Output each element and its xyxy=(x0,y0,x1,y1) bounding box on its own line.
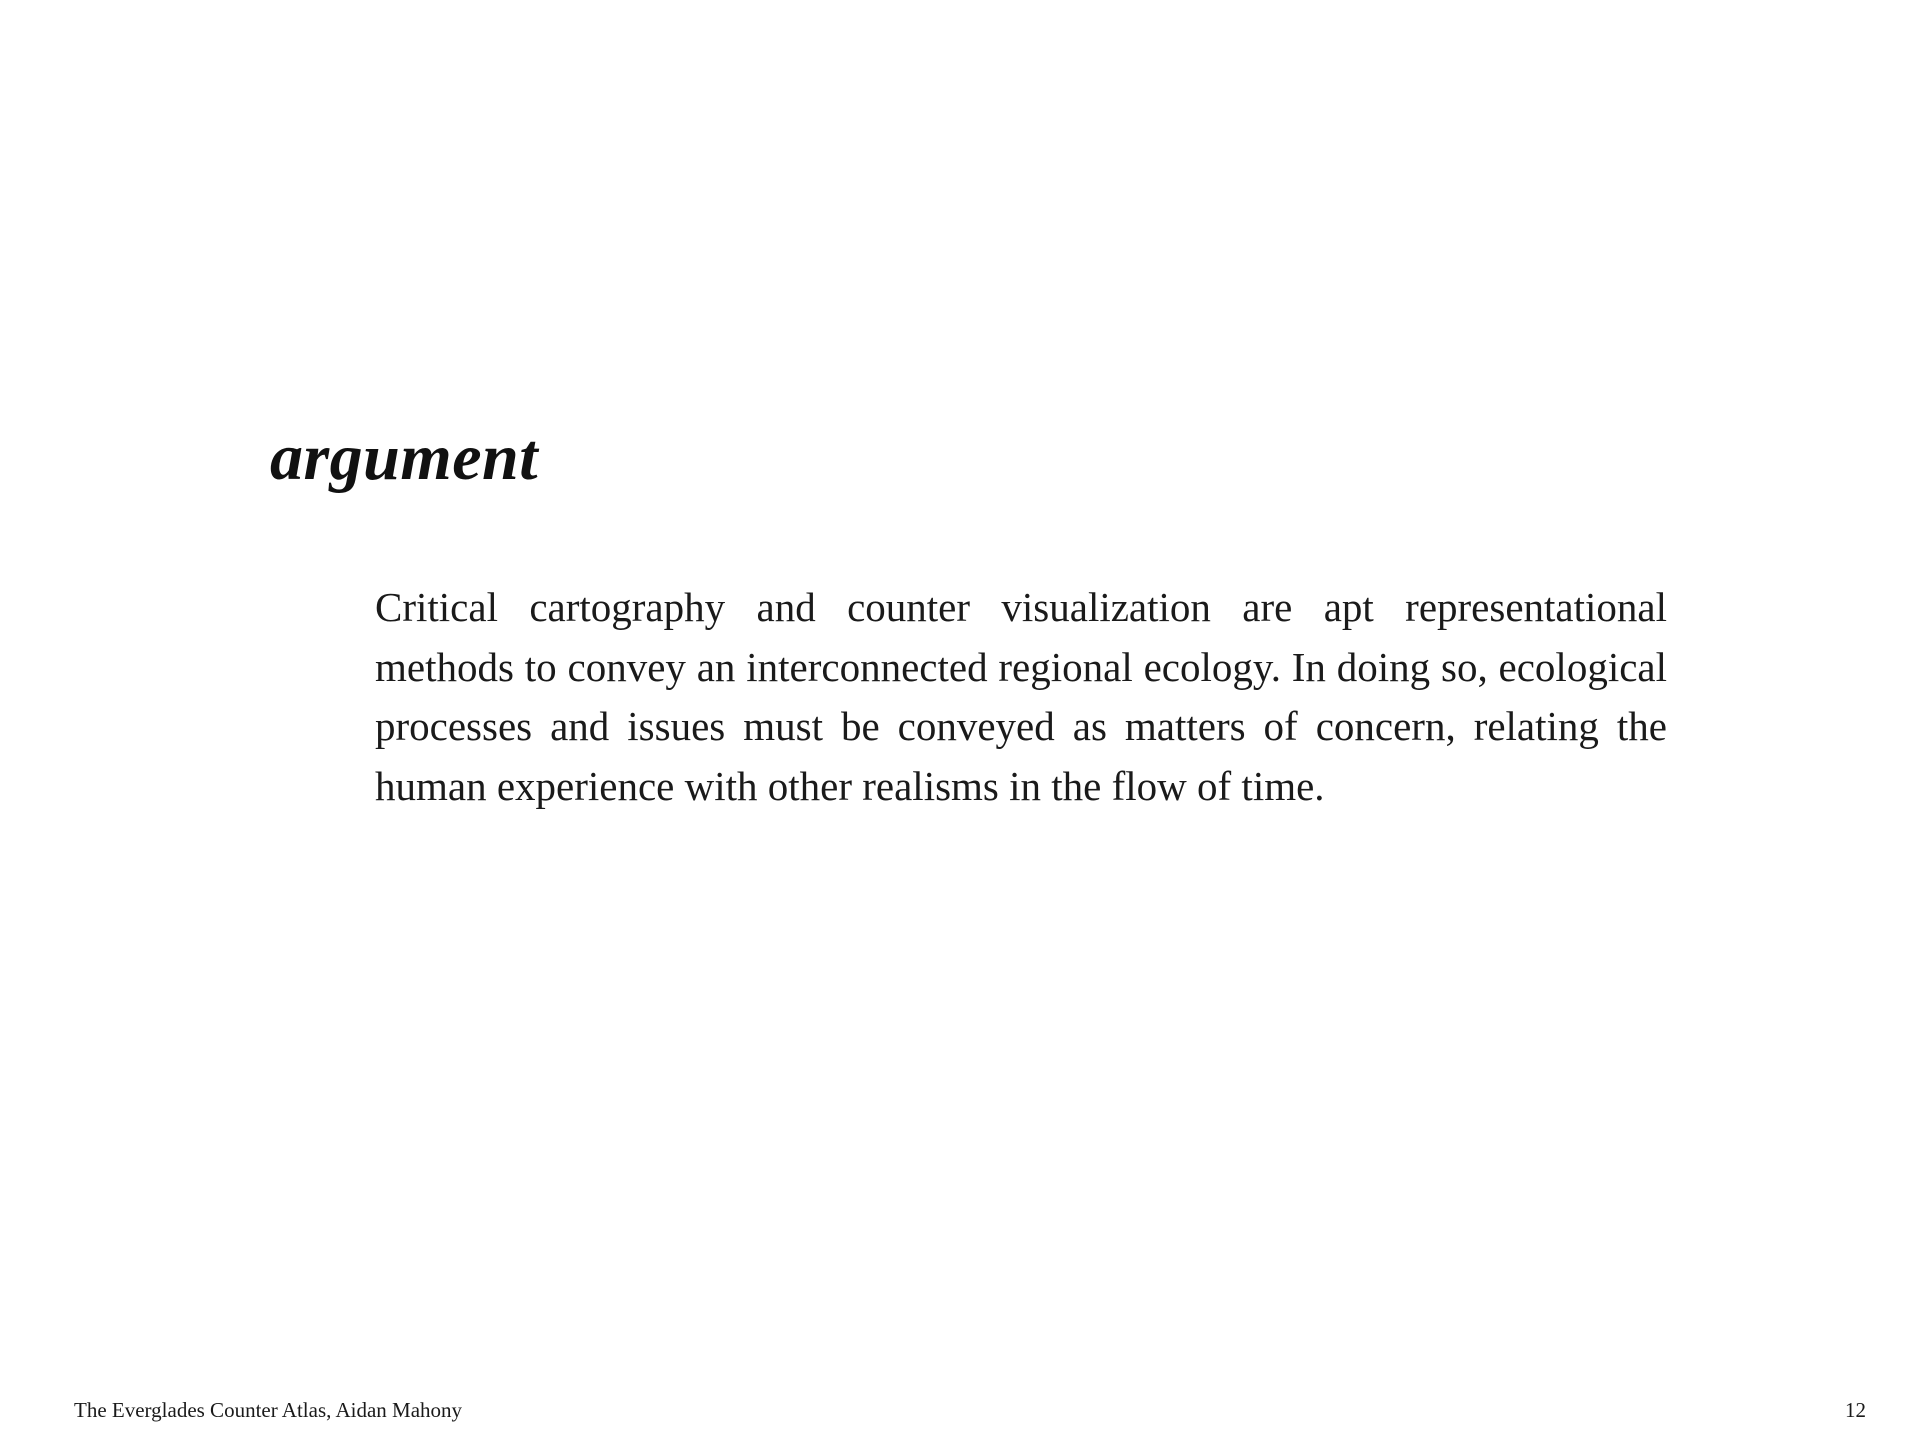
page-number: 12 xyxy=(1845,1398,1866,1422)
section-heading: argument xyxy=(270,421,539,494)
argument-paragraph: Critical cartography and counter visualization are apt representational methods to convey an interconnected regional ecology. In doing so, ecological processes and issues must be conveyed as matters of concern, relating the human experience with other realisms in the flow of time. xyxy=(375,584,1667,809)
footer-title: The Everglades Counter Atlas, Aidan Mahony xyxy=(74,1398,463,1422)
